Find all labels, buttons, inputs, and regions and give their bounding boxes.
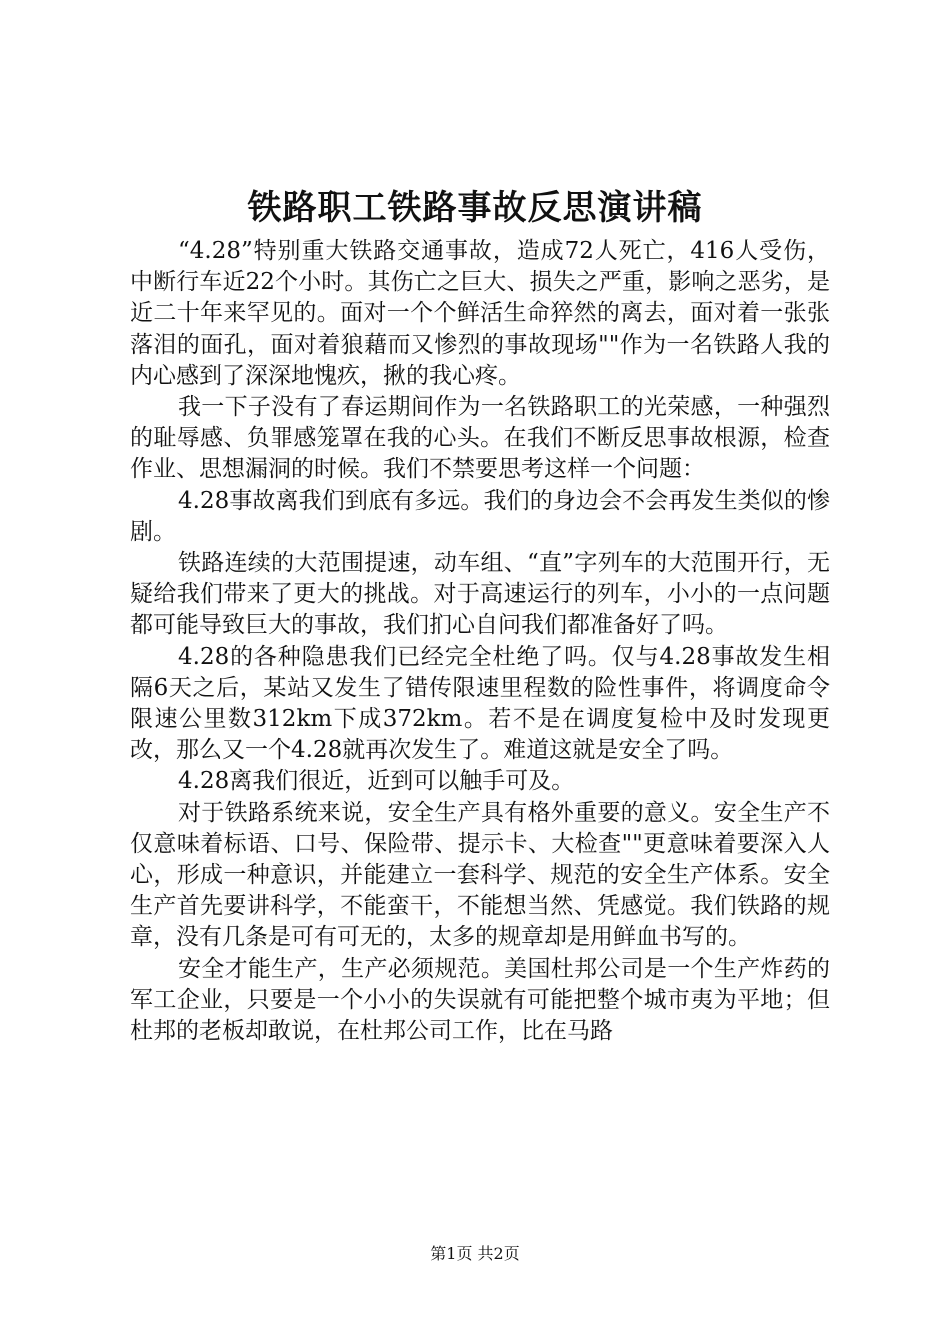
document-body xyxy=(130,236,830,1047)
paragraph: 4.28事故离我们到底有多远。我们的身边会不会再发生类似的惨剧。 xyxy=(130,487,830,545)
paragraph: 我一下子没有了春运期间作为一名铁路职工的光荣感，一种强烈的耻辱感、负罪感笼罩在我的心头。在我们不断反思事故根源，检查作业、思想漏洞的时候。我们不禁要思考这样一个问题： xyxy=(130,394,830,483)
paragraph: 对于铁路系统来说，安全生产具有格外重要的意义。安全生产不仅意味着标语、口号、保险带、提示卡、大检查""更意味着要深入人心，形成一种意识，并能建立一套科学、规范的安全生产体系。安全生产首先要讲科学，不能蛮干，不能想当然、凭感觉。我们铁路的规章，没有几条是可有可无的，太多的规章却是用鲜血书写的。 xyxy=(130,799,830,951)
paragraph: 铁路连续的大范围提速，动车组、“直”字列车的大范围开行，无疑给我们带来了更大的挑战。对于高速运行的列车，小小的一点问题都可能导致巨大的事故，我们扪心自问我们都准备好了吗。 xyxy=(130,550,830,639)
page-footer: 第1页 共2页 xyxy=(430,1244,520,1263)
paragraph: 4.28的各种隐患我们已经完全杜绝了吗。仅与4.28事故发生相隔6天之后，某站又发生了错传限速里程数的险性事件，将调度命令限速公里数312km下成372km。若不是在调度复检中及时发现更改，那么又一个4.28就再次发生了。难道这就是安全了吗。 xyxy=(130,643,830,764)
paragraph: 4.28离我们很近，近到可以触手可及。 xyxy=(178,768,575,795)
paragraph: 安全才能生产，生产必须规范。美国杜邦公司是一个生产炸药的军工企业，只要是一个小小的失误就有可能把整个城市夷为平地；但杜邦的老板却敢说，在杜邦公司工作，比在马路 xyxy=(130,955,830,1045)
paragraph: “4.28”特别重大铁路交通事故，造成72人死亡，416人受伤，中断行车近22个小时。其伤亡之巨大、损失之严重，影响之恶劣，是近二十年来罕见的。面对一个个鲜活生命猝然的离去，面对着一张张落泪的面孔，面对着狼藉而又惨烈的事故现场""作为一名铁路人我的内心感到了深深地愧疚，揪的我心疼。 xyxy=(130,238,830,389)
document-title: 铁路职工铁路事故反思演讲稿 xyxy=(247,188,703,228)
